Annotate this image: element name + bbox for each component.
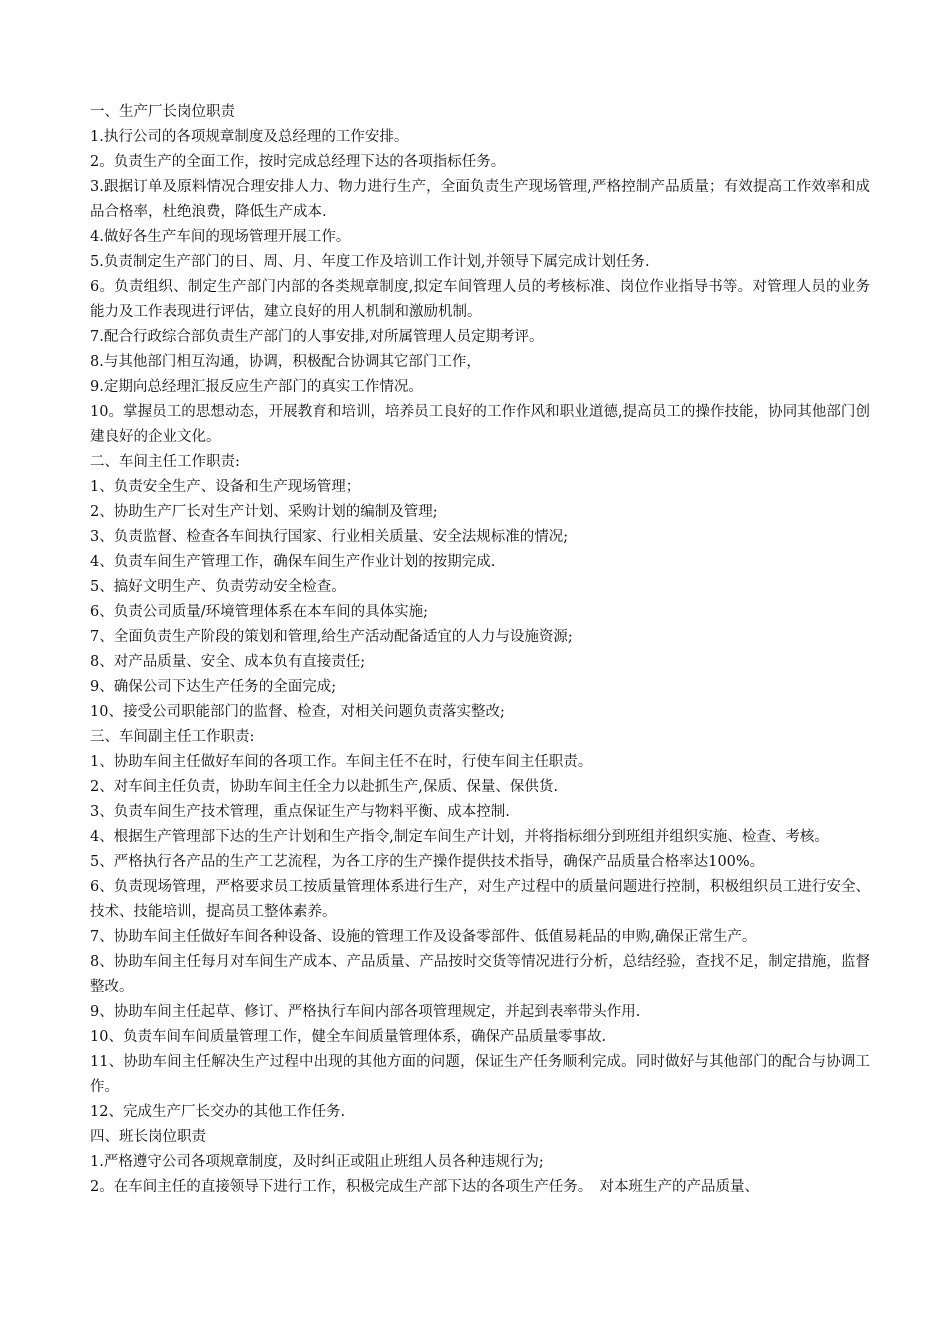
list-item: 10、接受公司职能部门的监督、检查，对相关问题负责落实整改; xyxy=(90,704,505,720)
list-item: 5、搞好文明生产、负责劳动安全检查。 xyxy=(90,579,346,595)
list-item: 2。在车间主任的直接领导下进行工作，积极完成生产部下达的各项生产任务。 对本班生产的产品质量、 xyxy=(90,1179,759,1195)
list-item: 9.定期向总经理汇报反应生产部门的真实工作情况。 xyxy=(90,379,423,395)
list-item: 1.严格遵守公司各项规章制度，及时纠正或阻止班组人员各种违规行为; xyxy=(90,1154,544,1170)
list-item: 6。负责组织、制定生产部门内部的各类规章制度,拟定车间管理人员的考核标准、岗位作业指导书等。对管理人员的业务能力及工作表现进行评估，建立良好的用人机制和激励机制。 xyxy=(90,279,870,320)
list-item: 2、协助生产厂长对生产计划、采购计划的编制及管理; xyxy=(90,504,438,520)
list-item: 3.跟据订单及原料情况合理安排人力、物力进行生产，全面负责生产现场管理,严格控制产品质量；有效提高工作效率和成品合格率，杜绝浪费，降低生产成本. xyxy=(90,179,870,220)
list-item: 7、协助车间主任做好车间各种设备、设施的管理工作及设备零部件、低值易耗品的申购,确保正常生产。 xyxy=(90,929,757,945)
list-item: 2、对车间主任负责，协助车间主任全力以赴抓生产,保质、保量、保供货. xyxy=(90,779,558,795)
list-item: 10、负责车间车间质量管理工作，健全车间质量管理体系，确保产品质量零事故. xyxy=(90,1029,607,1045)
section-heading: 四、班长岗位职责 xyxy=(90,1129,206,1145)
list-item: 1、协助车间主任做好车间的各项工作。车间主任不在时，行使车间主任职责。 xyxy=(90,754,593,770)
list-item: 2。负责生产的全面工作，按时完成总经理下达的各项指标任务。 xyxy=(90,154,506,170)
section-workshop-director xyxy=(90,450,870,725)
list-item: 5.负责制定生产部门的日、周、月、年度工作及培训工作计划,并领导下属完成计划任务. xyxy=(90,254,650,270)
section-deputy-director xyxy=(90,725,870,1125)
list-item: 1.执行公司的各项规章制度及总经理的工作安排。 xyxy=(90,129,409,145)
list-item: 8.与其他部门相互沟通，协调，积极配合协调其它部门工作， xyxy=(90,354,481,370)
list-item: 12、完成生产厂长交办的其他工作任务. xyxy=(90,1104,346,1120)
section-plant-manager xyxy=(90,100,870,450)
list-item: 4、负责车间生产管理工作，确保车间生产作业计划的按期完成. xyxy=(90,554,496,570)
section-heading: 三、车间副主任工作职责: xyxy=(90,729,255,745)
list-item: 7、全面负责生产阶段的策划和管理,给生产活动配备适宜的人力与设施资源; xyxy=(90,629,573,645)
list-item: 4.做好各生产车间的现场管理开展工作。 xyxy=(90,229,351,245)
list-item: 11、协助车间主任解决生产过程中出现的其他方面的问题，保证生产任务顺利完成。同时做好与其他部门的配合与协调工作。 xyxy=(90,1054,870,1095)
list-item: 5、严格执行各产品的生产工艺流程，为各工序的生产操作提供技术指导，确保产品质量合格率达100%。 xyxy=(90,854,765,870)
list-item: 3、负责监督、检查各车间执行国家、行业相关质量、安全法规标准的情况; xyxy=(90,529,569,545)
section-team-leader xyxy=(90,1125,870,1200)
list-item: 9、协助车间主任起草、修订、严格执行车间内部各项管理规定，并起到表率带头作用. xyxy=(90,1004,641,1020)
list-item: 9、确保公司下达生产任务的全面完成; xyxy=(90,679,337,695)
list-item: 1、负责安全生产、设备和生产现场管理； xyxy=(90,479,361,495)
list-item: 6、负责现场管理，严格要求员工按质量管理体系进行生产，对生产过程中的质量问题进行控制，积极组织员工进行安全、技术、技能培训，提高员工整体素养。 xyxy=(90,879,870,920)
list-item: 10。掌握员工的思想动态，开展教育和培训，培养员工良好的工作作风和职业道德,提高员工的操作技能，协同其他部门创建良好的企业文化。 xyxy=(90,404,870,445)
list-item: 4、根据生产管理部下达的生产计划和生产指令,制定车间生产计划，并将指标细分到班组并组织实施、检查、考核。 xyxy=(90,829,829,845)
list-item: 3、负责车间生产技术管理，重点保证生产与物料平衡、成本控制. xyxy=(90,804,510,820)
list-item: 8、对产品质量、安全、成本负有直接责任; xyxy=(90,654,366,670)
list-item: 8、协助车间主任每月对车间生产成本、产品质量、产品按时交货等情况进行分析，总结经验，查找不足，制定措施，监督整改。 xyxy=(90,954,870,995)
list-item: 6、负责公司质量/环境管理体系在本车间的具体实施; xyxy=(90,604,428,620)
document-body xyxy=(90,100,870,1200)
section-heading: 二、车间主任工作职责: xyxy=(90,454,240,470)
list-item: 7.配合行政综合部负责生产部门的人事安排,对所属管理人员定期考评。 xyxy=(90,329,544,345)
section-heading: 一、生产厂长岗位职责 xyxy=(90,104,235,120)
